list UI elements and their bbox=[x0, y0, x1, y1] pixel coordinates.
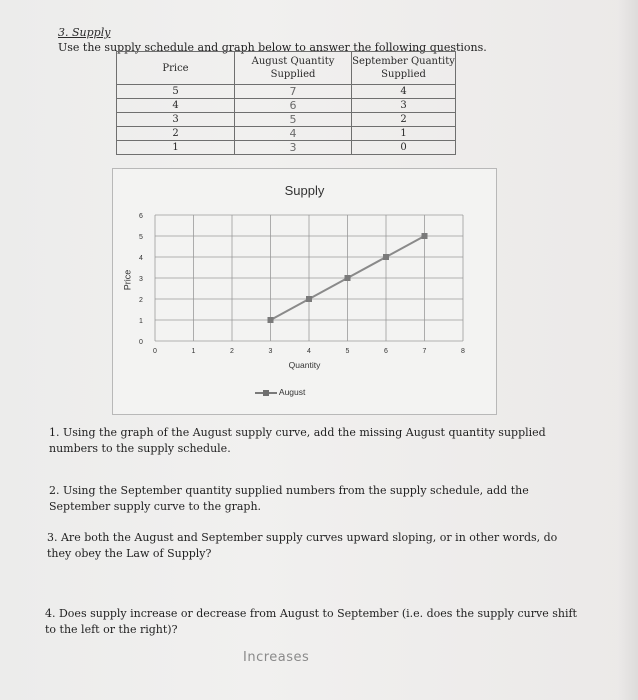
supply-schedule-table bbox=[116, 51, 456, 155]
legend-line-marker-icon bbox=[255, 389, 277, 397]
header-august-quantity: August Quantity Supplied bbox=[235, 52, 352, 85]
cell-september: 1 bbox=[352, 127, 456, 141]
header-price: Price bbox=[117, 52, 235, 85]
data-point-august bbox=[268, 317, 274, 323]
y-tick-label: 6 bbox=[139, 213, 143, 220]
supply-chart bbox=[112, 168, 497, 415]
cell-august-handwritten: 6 bbox=[235, 99, 352, 113]
y-tick-label: 4 bbox=[139, 255, 143, 262]
table-row bbox=[117, 99, 456, 113]
section-heading: 3. Supply bbox=[58, 26, 111, 39]
data-point-august bbox=[306, 296, 312, 302]
x-tick-label: 4 bbox=[307, 348, 311, 355]
chart-plot-area bbox=[113, 169, 496, 414]
header-september-quantity: September Quantity Supplied bbox=[352, 52, 456, 85]
page-edge-shadow bbox=[618, 0, 638, 700]
cell-august-handwritten: 7 bbox=[235, 85, 352, 99]
x-tick-label: 2 bbox=[230, 348, 234, 355]
y-tick-label: 5 bbox=[139, 234, 143, 241]
x-tick-label: 7 bbox=[422, 348, 427, 355]
cell-price: 1 bbox=[117, 141, 235, 155]
x-tick-label: 8 bbox=[461, 348, 465, 355]
handwritten-answer: Increases bbox=[243, 650, 310, 665]
cell-price: 4 bbox=[117, 99, 235, 113]
table-row bbox=[117, 127, 456, 141]
cell-september: 0 bbox=[352, 141, 456, 155]
table-row bbox=[117, 85, 456, 99]
legend-label-august: August bbox=[278, 387, 306, 397]
chart-legend bbox=[255, 387, 305, 397]
y-tick-label: 3 bbox=[139, 276, 143, 283]
x-tick-label: 6 bbox=[384, 348, 388, 355]
cell-september: 3 bbox=[352, 99, 456, 113]
chart-title: Supply bbox=[284, 183, 325, 198]
data-point-august bbox=[422, 233, 428, 239]
y-tick-label: 0 bbox=[139, 339, 143, 346]
question-4: 4. Does supply increase or decrease from August to September (i.e. does the supply curve shift to the left or the right)? bbox=[45, 607, 577, 636]
cell-august-handwritten: 4 bbox=[235, 127, 352, 141]
table-row bbox=[117, 113, 456, 127]
data-point-august bbox=[383, 254, 389, 260]
y-axis-label: Price bbox=[122, 269, 133, 291]
x-axis-label: Quantity bbox=[288, 360, 321, 370]
x-tick-label: 3 bbox=[268, 348, 273, 355]
cell-september: 4 bbox=[352, 85, 456, 99]
question-3: 3. Are both the August and September supply curves upward sloping, or in other words, do they obey the Law of Supply? bbox=[47, 531, 558, 560]
cell-price: 3 bbox=[117, 113, 235, 127]
y-tick-label: 1 bbox=[139, 318, 143, 325]
table-header-row bbox=[117, 52, 456, 85]
instructions-text: Use the supply schedule and graph below to answer the following questions. bbox=[58, 41, 487, 54]
question-2: 2. Using the September quantity supplied numbers from the supply schedule, add the September supply curve to the graph. bbox=[49, 484, 529, 513]
x-tick-label: 5 bbox=[345, 348, 350, 355]
y-tick-label: 2 bbox=[139, 297, 143, 304]
table-row bbox=[117, 141, 456, 155]
cell-price: 5 bbox=[117, 85, 235, 99]
cell-price: 2 bbox=[117, 127, 235, 141]
question-1: 1. Using the graph of the August supply curve, add the missing August quantity supplied numbers to the supply schedule. bbox=[49, 426, 546, 455]
x-tick-label: 0 bbox=[153, 348, 157, 355]
cell-august-handwritten: 5 bbox=[235, 113, 352, 127]
cell-august-handwritten: 3 bbox=[235, 141, 352, 155]
data-point-august bbox=[345, 275, 351, 281]
cell-september: 2 bbox=[352, 113, 456, 127]
x-tick-label: 1 bbox=[191, 348, 196, 355]
